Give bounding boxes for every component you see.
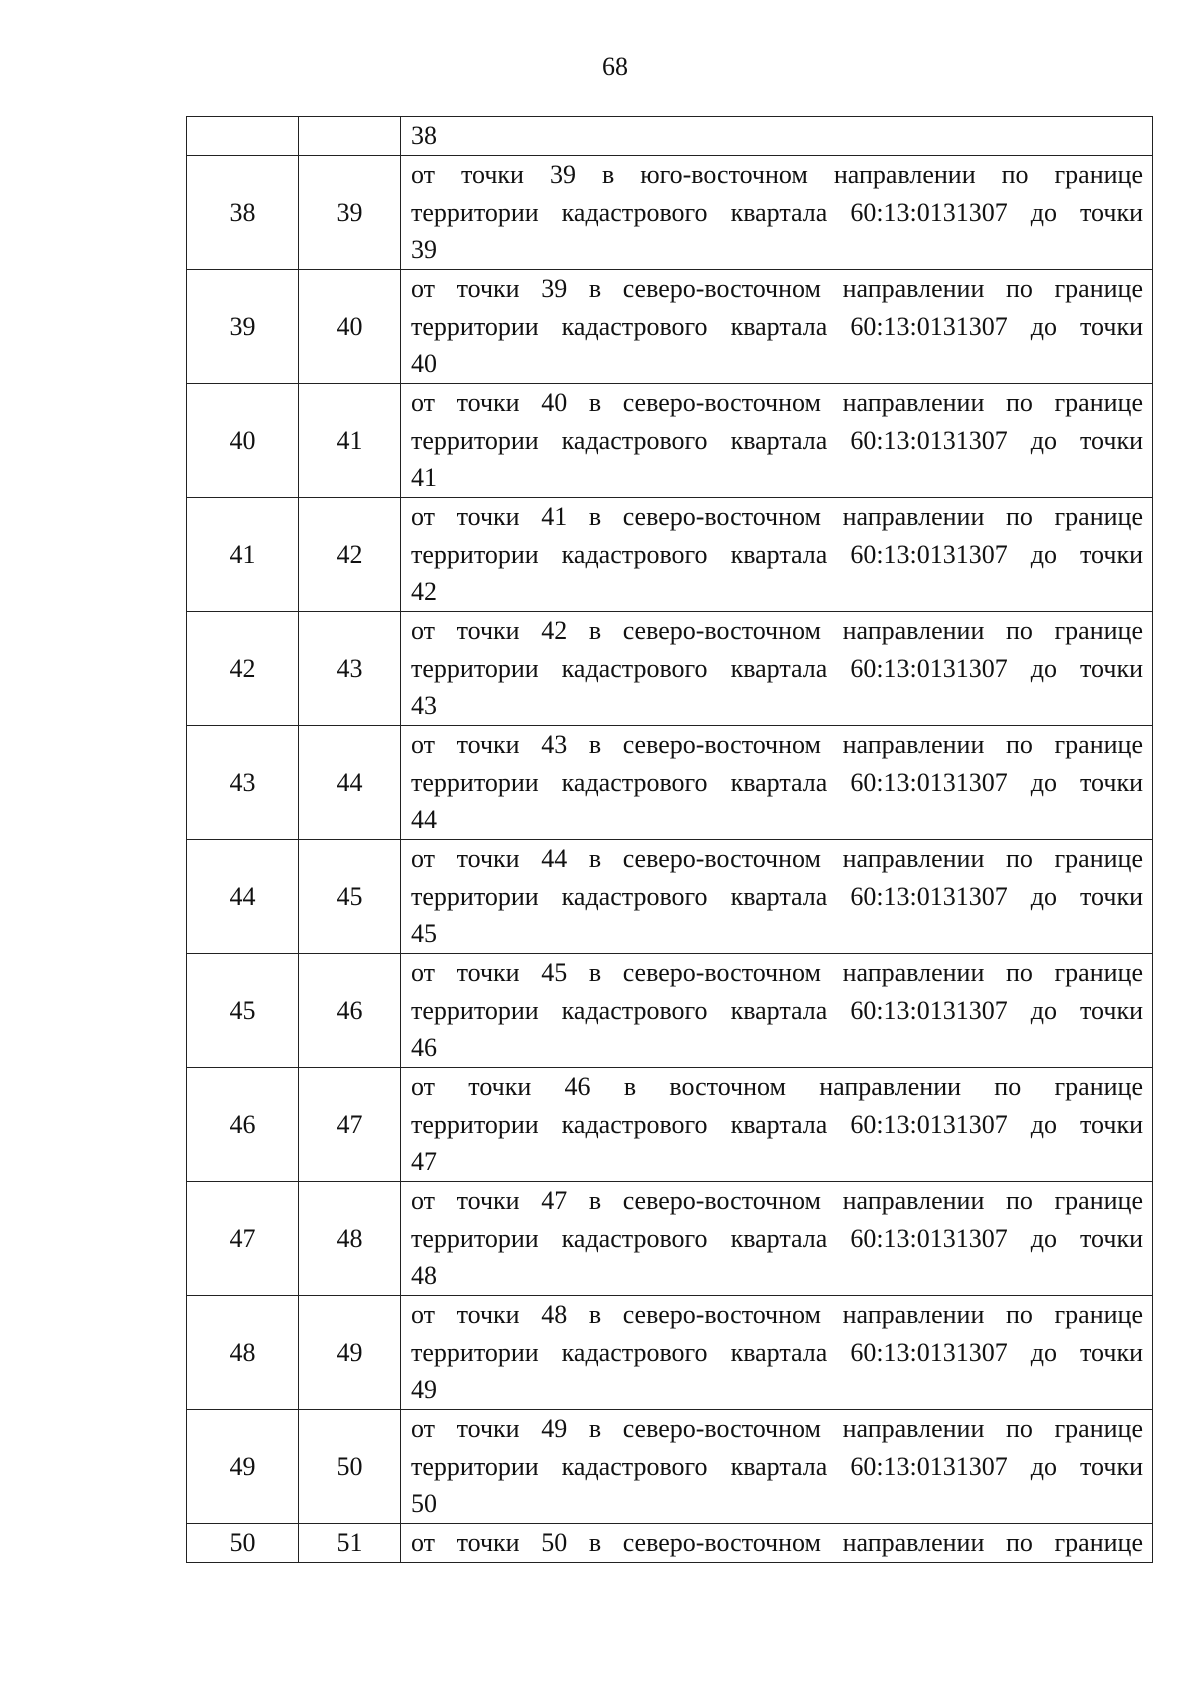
- description-line: от точки 45 в северо-восточном направлении по границе: [411, 958, 1143, 988]
- description-line: территории кадастрового квартала 60:13:0131307 до точки: [411, 995, 1143, 1025]
- description-line: территории кадастрового квартала 60:13:0131307 до точки: [411, 1451, 1143, 1481]
- description-line: от точки 39 в северо-восточном направлении по границе: [411, 274, 1143, 304]
- to-point-cell: 48: [299, 1182, 401, 1296]
- table-row: [187, 384, 1153, 498]
- to-point-cell: 39: [299, 156, 401, 270]
- from-point-cell: 44: [187, 840, 299, 954]
- description-cell: [401, 498, 1153, 612]
- table-row: [187, 726, 1153, 840]
- to-point-cell: 42: [299, 498, 401, 612]
- from-point-cell: 45: [187, 954, 299, 1068]
- description-line: от точки 46 в восточном направлении по границе: [411, 1072, 1143, 1102]
- description-line: от точки 39 в юго-восточном направлении по границе: [411, 160, 1143, 190]
- table-row: [187, 840, 1153, 954]
- description-cell: [401, 1296, 1153, 1410]
- to-point-cell: [299, 117, 401, 156]
- description-line: от точки 44 в северо-восточном направлении по границе: [411, 844, 1143, 874]
- from-point-cell: 42: [187, 612, 299, 726]
- description-line: территории кадастрового квартала 60:13:0131307 до точки: [411, 539, 1143, 569]
- description-line: от точки 47 в северо-восточном направлении по границе: [411, 1186, 1143, 1216]
- from-point-cell: 50: [187, 1524, 299, 1563]
- description-line: 39: [411, 235, 437, 265]
- description-line: территории кадастрового квартала 60:13:0131307 до точки: [411, 311, 1143, 341]
- to-point-cell: 41: [299, 384, 401, 498]
- description-line: 42: [411, 577, 437, 607]
- description-line: территории кадастрового квартала 60:13:0131307 до точки: [411, 1109, 1143, 1139]
- to-point-cell: 43: [299, 612, 401, 726]
- to-point-cell: 49: [299, 1296, 401, 1410]
- description-line: 41: [411, 463, 437, 493]
- to-point-cell: 40: [299, 270, 401, 384]
- boundary-description-table: [186, 116, 1153, 1563]
- table-row: [187, 1068, 1153, 1182]
- description-cell: [401, 117, 1153, 156]
- description-line: 49: [411, 1375, 437, 1405]
- description-line: 43: [411, 691, 437, 721]
- description-line: 46: [411, 1033, 437, 1063]
- description-cell: [401, 726, 1153, 840]
- description-line: от точки 42 в северо-восточном направлении по границе: [411, 616, 1143, 646]
- description-cell: [401, 1068, 1153, 1182]
- description-line: от точки 43 в северо-восточном направлении по границе: [411, 730, 1143, 760]
- table-row: [187, 270, 1153, 384]
- from-point-cell: 41: [187, 498, 299, 612]
- page-number: 68: [602, 52, 628, 81]
- description-cell: [401, 1524, 1153, 1563]
- table-row: [187, 1524, 1153, 1563]
- from-point-cell: 43: [187, 726, 299, 840]
- description-cell: [401, 384, 1153, 498]
- from-point-cell: [187, 117, 299, 156]
- description-line: территории кадастрового квартала 60:13:0131307 до точки: [411, 881, 1143, 911]
- table-body: [187, 117, 1153, 1563]
- description-cell: [401, 1182, 1153, 1296]
- description-line: от точки 41 в северо-восточном направлении по границе: [411, 502, 1143, 532]
- description-line: 50: [411, 1489, 437, 1519]
- to-point-cell: 51: [299, 1524, 401, 1563]
- description-line: территории кадастрового квартала 60:13:0131307 до точки: [411, 653, 1143, 683]
- description-line: 48: [411, 1261, 437, 1291]
- description-line: от точки 40 в северо-восточном направлении по границе: [411, 388, 1143, 418]
- table-row: [187, 117, 1153, 156]
- description-cell: [401, 270, 1153, 384]
- from-point-cell: 47: [187, 1182, 299, 1296]
- description-line: 47: [411, 1147, 437, 1177]
- table-row: [187, 498, 1153, 612]
- description-cell: [401, 840, 1153, 954]
- description-line: территории кадастрового квартала 60:13:0131307 до точки: [411, 197, 1143, 227]
- description-line: от точки 49 в северо-восточном направлении по границе: [411, 1414, 1143, 1444]
- from-point-cell: 49: [187, 1410, 299, 1524]
- to-point-cell: 44: [299, 726, 401, 840]
- table-row: [187, 156, 1153, 270]
- description-cell: [401, 1410, 1153, 1524]
- description-line: 45: [411, 919, 437, 949]
- description-line: от точки 48 в северо-восточном направлении по границе: [411, 1300, 1143, 1330]
- description-line: 40: [411, 349, 437, 379]
- table-row: [187, 1296, 1153, 1410]
- description-cell: [401, 156, 1153, 270]
- from-point-cell: 39: [187, 270, 299, 384]
- description-cell: [401, 954, 1153, 1068]
- from-point-cell: 48: [187, 1296, 299, 1410]
- table-row: [187, 1182, 1153, 1296]
- to-point-cell: 50: [299, 1410, 401, 1524]
- to-point-cell: 47: [299, 1068, 401, 1182]
- description-line: от точки 50 в северо-восточном направлении по границе: [411, 1528, 1143, 1558]
- description-line: территории кадастрового квартала 60:13:0131307 до точки: [411, 767, 1143, 797]
- description-line: 44: [411, 805, 437, 835]
- description-line: 38: [411, 121, 437, 151]
- table-row: [187, 954, 1153, 1068]
- description-line: территории кадастрового квартала 60:13:0131307 до точки: [411, 425, 1143, 455]
- from-point-cell: 46: [187, 1068, 299, 1182]
- from-point-cell: 40: [187, 384, 299, 498]
- from-point-cell: 38: [187, 156, 299, 270]
- table-row: [187, 612, 1153, 726]
- description-line: территории кадастрового квартала 60:13:0131307 до точки: [411, 1223, 1143, 1253]
- to-point-cell: 46: [299, 954, 401, 1068]
- description-line: территории кадастрового квартала 60:13:0131307 до точки: [411, 1337, 1143, 1367]
- description-cell: [401, 612, 1153, 726]
- table-row: [187, 1410, 1153, 1524]
- to-point-cell: 45: [299, 840, 401, 954]
